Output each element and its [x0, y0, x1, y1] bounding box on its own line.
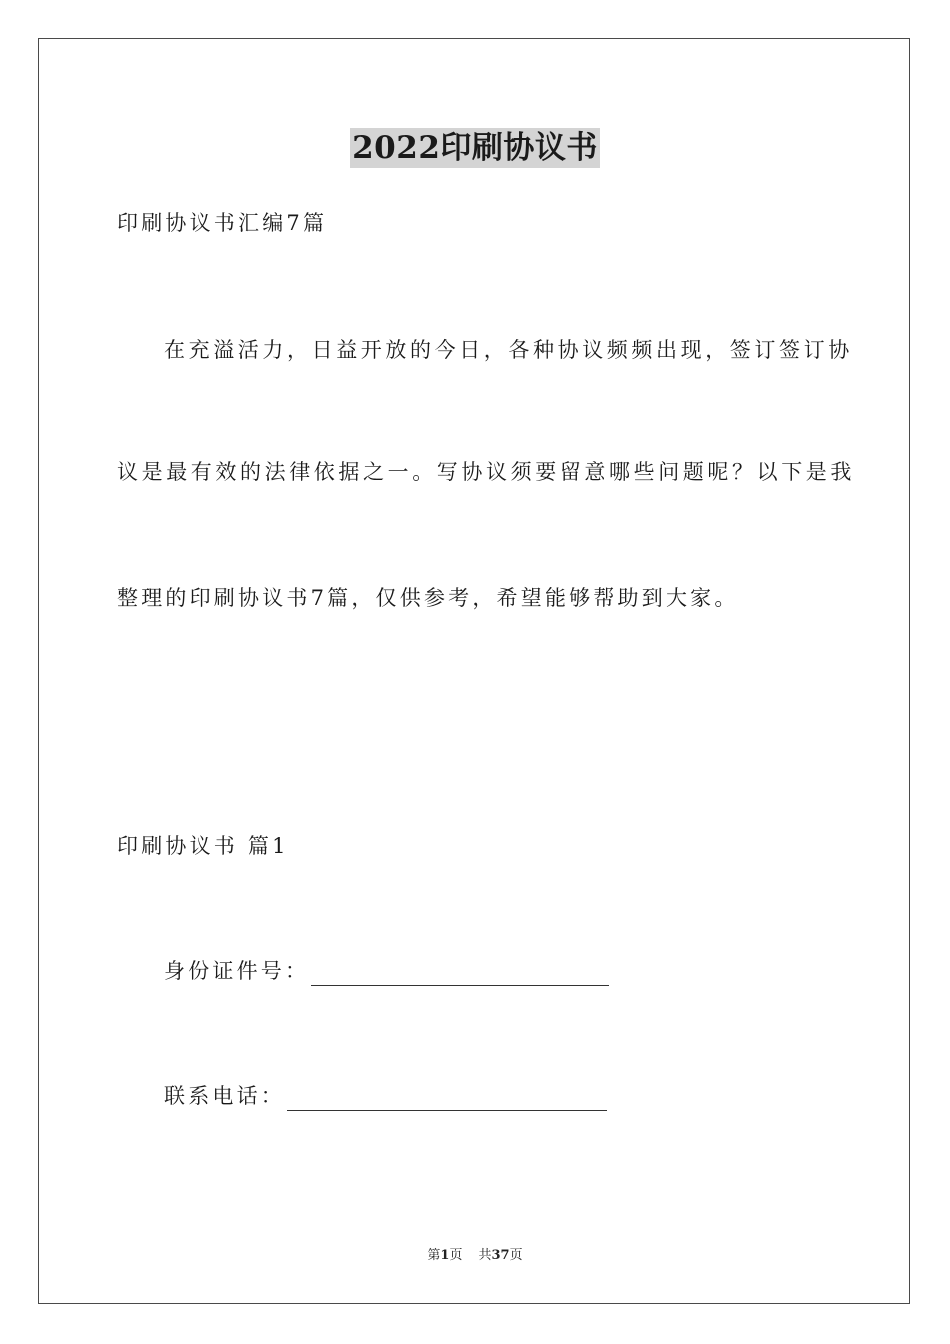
id-number-blank-line — [311, 963, 609, 986]
footer-total-prefix: 共 — [478, 1248, 492, 1263]
intro-paragraph-line-1: 在充溢活力，日益开放的今日，各种协议频频出现，签订签订协 — [164, 338, 853, 362]
page-footer — [0, 1247, 950, 1265]
id-number-label: 身份证件号： — [164, 959, 310, 983]
footer-page-prefix: 第 — [427, 1248, 441, 1263]
phone-field — [164, 1081, 884, 1111]
footer-page-number: 1 — [440, 1248, 450, 1263]
intro-paragraph-line-3: 整理的印刷协议书7篇，仅供参考，希望能够帮助到大家。 — [117, 586, 739, 610]
id-number-field — [164, 956, 884, 986]
footer-total-pages: 37 — [491, 1248, 510, 1263]
document-title: 2022印刷协议书 — [352, 130, 598, 166]
phone-blank-line — [287, 1088, 607, 1111]
footer-page-suffix: 页 — [449, 1248, 463, 1263]
section-heading: 印刷协议书 篇1 — [117, 834, 289, 858]
intro-paragraph-line-2: 议是最有效的法律依据之一。写协议须要留意哪些问题呢？以下是我 — [117, 460, 855, 484]
footer-total-suffix: 页 — [509, 1248, 523, 1263]
title-container — [0, 128, 950, 168]
document-subtitle: 印刷协议书汇编7篇 — [117, 211, 328, 235]
phone-label: 联系电话： — [164, 1084, 285, 1108]
